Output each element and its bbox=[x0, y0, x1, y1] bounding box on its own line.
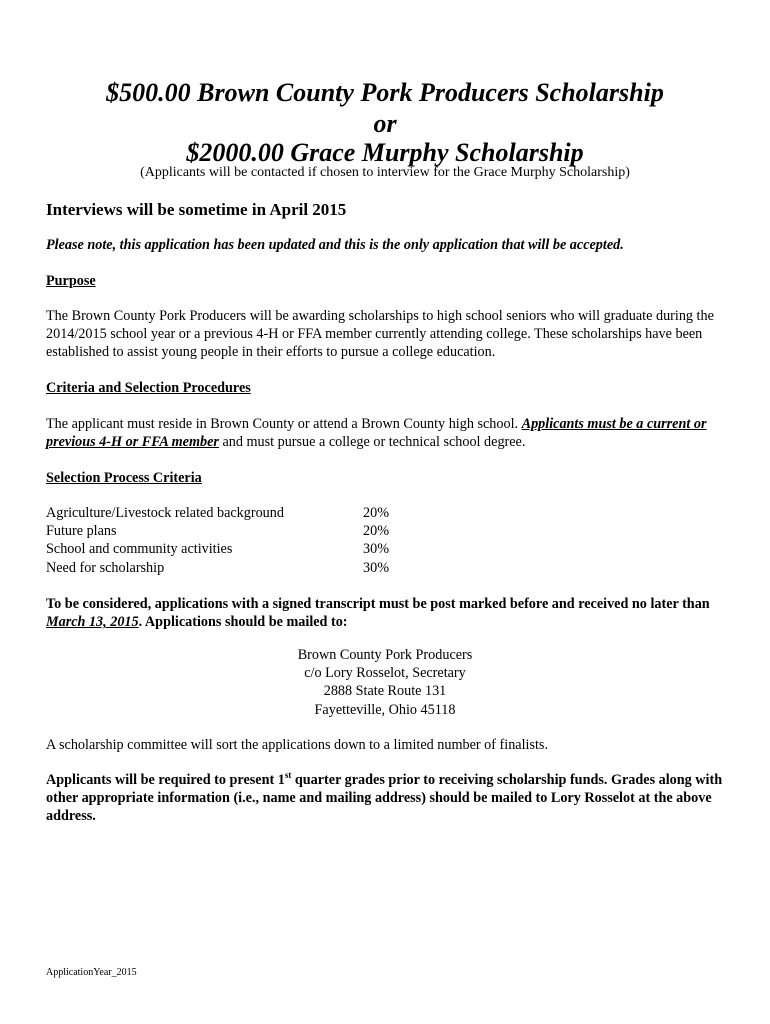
selection-criteria-table bbox=[46, 504, 423, 577]
title-grace-murphy-scholarship: $2000.00 Grace Murphy Scholarship bbox=[186, 138, 584, 167]
criteria-row bbox=[46, 522, 423, 540]
address-line-city: Fayetteville, Ohio 45118 bbox=[314, 701, 456, 718]
purpose-heading: Purpose bbox=[46, 273, 96, 289]
criteria-text-degree: and must pursue a college or technical school degree. bbox=[218, 434, 526, 451]
deadline-paragraph bbox=[46, 595, 736, 631]
criteria-percent: 30% bbox=[363, 559, 390, 576]
title-pork-producers-scholarship: $500.00 Brown County Pork Producers Scholarship bbox=[106, 78, 664, 107]
interview-subnote: (Applicants will be contacted if chosen to interview for the Grace Murphy Scholarship) bbox=[140, 165, 630, 180]
criteria-membership-requirement: Applicants must be a current or previous 4-H or FFA member bbox=[46, 416, 707, 451]
criteria-name: Agriculture/Livestock related background bbox=[46, 505, 284, 521]
grades-text-rest: quarter grades prior to receiving scholarship funds. Grades along with other appropriate information (i.e., name and mailing address) should be mailed to Lory Rosselot at the above address. bbox=[46, 772, 723, 825]
criteria-row bbox=[46, 504, 423, 522]
grades-text-start: Applicants will be required to present 1 bbox=[46, 772, 285, 788]
criteria-percent: 20% bbox=[363, 505, 390, 521]
application-note: Please note, this application has been updated and this is the only application that will be accepted. bbox=[46, 237, 624, 253]
criteria-percent: 30% bbox=[363, 541, 390, 558]
criteria-name: School and community activities bbox=[46, 541, 233, 558]
criteria-name: Future plans bbox=[46, 523, 117, 540]
grades-ordinal: st bbox=[284, 770, 292, 780]
address-line-street: 2888 State Route 131 bbox=[323, 683, 447, 700]
criteria-paragraph bbox=[46, 415, 736, 451]
criteria-text-residence: The applicant must reside in Brown County or attend a Brown County high school. bbox=[46, 416, 522, 432]
address-line-contact: c/o Lory Rosselot, Secretary bbox=[304, 665, 466, 682]
mailing-address bbox=[0, 646, 770, 719]
interviews-statement: Interviews will be sometime in April 2015 bbox=[46, 200, 347, 219]
criteria-name: Need for scholarship bbox=[46, 559, 165, 576]
selection-heading: Selection Process Criteria bbox=[46, 470, 202, 486]
grades-paragraph bbox=[46, 771, 736, 826]
title-or: or bbox=[373, 109, 397, 138]
deadline-date: March 13, 2015 bbox=[46, 614, 139, 631]
deadline-mail-text: . Applications should be mailed to: bbox=[138, 614, 348, 631]
purpose-paragraph: The Brown County Pork Producers will be awarding scholarships to high school seniors who will graduate during the 2014/2015 school year or a previous 4-H or FFA member currently attending college. These scholarships have been established to assist young people in their efforts to pursue a college education. bbox=[46, 308, 714, 361]
criteria-row bbox=[46, 540, 423, 558]
criteria-row bbox=[46, 559, 423, 577]
deadline-text: To be considered, applications with a signed transcript must be post marked before and received no later than bbox=[46, 596, 710, 612]
committee-paragraph: A scholarship committee will sort the applications down to a limited number of finalists. bbox=[46, 737, 548, 753]
criteria-percent: 20% bbox=[363, 523, 390, 540]
criteria-heading: Criteria and Selection Procedures bbox=[46, 380, 251, 396]
footer-label: ApplicationYear_2015 bbox=[46, 967, 137, 978]
address-line-organization: Brown County Pork Producers bbox=[297, 647, 473, 663]
